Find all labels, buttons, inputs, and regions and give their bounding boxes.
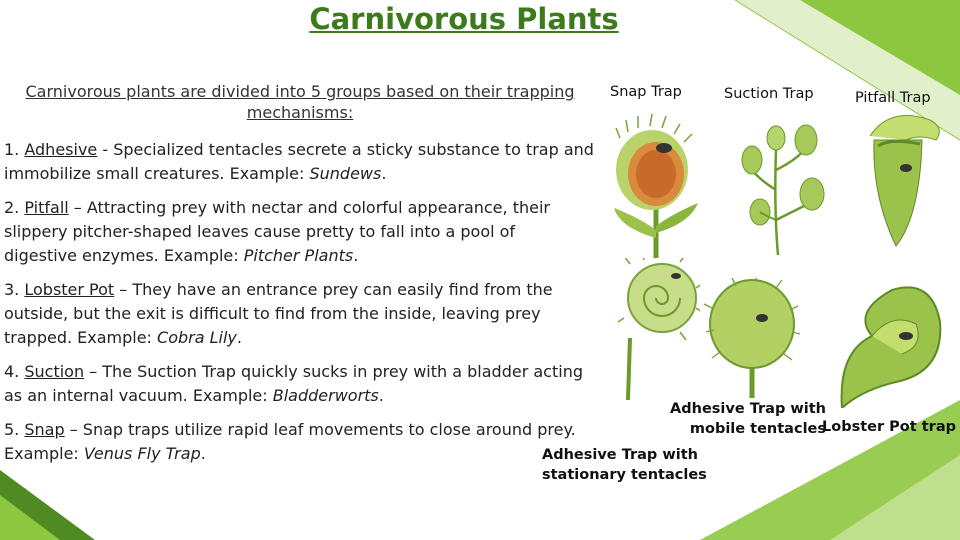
item-end: . bbox=[353, 246, 359, 265]
caption-snap-trap: Snap Trap bbox=[610, 84, 682, 100]
item-separator: – bbox=[64, 420, 83, 439]
caption-suction-trap: Suction Trap bbox=[724, 86, 814, 102]
pitfall-trap-illustration bbox=[850, 106, 950, 256]
item-term: Adhesive bbox=[24, 140, 98, 159]
item-term: Lobster Pot bbox=[24, 280, 115, 299]
item-end: . bbox=[236, 328, 242, 347]
item-example: Pitcher Plants bbox=[243, 246, 354, 265]
snap-trap-illustration bbox=[600, 108, 712, 258]
item-separator: – bbox=[114, 280, 133, 299]
lobster-pot-illustration bbox=[832, 272, 950, 408]
item-number: 5. bbox=[4, 420, 20, 439]
item-example: Cobra Lily bbox=[157, 328, 237, 347]
item-end: . bbox=[378, 386, 384, 405]
item-description: The Suction Trap quickly sucks in prey with a bladder acting as an internal vacuum. Example: bbox=[4, 362, 583, 405]
intro-text: Carnivorous plants are divided into 5 groups based on their trapping mechanisms: bbox=[25, 82, 575, 122]
caption-adhesive-mobile: Adhesive Trap with mobile tentacles bbox=[670, 401, 826, 437]
item-term: Pitfall bbox=[24, 198, 69, 217]
caption-adhesive-stationary: Adhesive Trap with stationary tentacles bbox=[542, 447, 707, 483]
item-example: Sundews bbox=[309, 164, 382, 183]
item-description: Attracting prey with nectar and colorful appearance, their slippery pitcher-shaped leaves cause pretty to fall into a pool of digestive enzymes. Example: bbox=[4, 198, 550, 265]
page-title: Carnivorous Plants bbox=[309, 2, 619, 36]
item-number: 1. bbox=[4, 140, 20, 159]
list-item-lobster-pot bbox=[4, 278, 594, 350]
item-separator: – bbox=[68, 198, 87, 217]
item-example: Venus Fly Trap bbox=[83, 444, 201, 463]
list-item-suction bbox=[4, 360, 604, 408]
item-separator: - bbox=[97, 140, 114, 159]
item-number: 2. bbox=[4, 198, 20, 217]
list-item-snap bbox=[4, 418, 604, 466]
item-end: . bbox=[200, 444, 206, 463]
adhesive-mobile-illustration bbox=[610, 258, 700, 400]
list-item-pitfall bbox=[4, 196, 590, 268]
suction-trap-illustration bbox=[730, 110, 830, 255]
item-example: Bladderworts bbox=[272, 386, 379, 405]
item-description: They have an entrance prey can easily find from the outside, but the exit is difficult to find from the inside, leaving prey trapped. Example: bbox=[4, 280, 553, 347]
item-term: Suction bbox=[24, 362, 85, 381]
caption-lobster-pot: Lobster Pot trap bbox=[822, 419, 956, 435]
item-description: Specialized tentacles secrete a sticky substance to trap and immobilize small creatures. Example: bbox=[4, 140, 594, 183]
item-end: . bbox=[381, 164, 387, 183]
item-description: Snap traps utilize rapid leaf movements to close around prey. Example: bbox=[4, 420, 576, 463]
caption-pitfall-trap: Pitfall Trap bbox=[855, 90, 931, 106]
item-term: Snap bbox=[24, 420, 65, 439]
list-item-adhesive bbox=[4, 138, 604, 186]
item-separator: – bbox=[84, 362, 103, 381]
item-number: 4. bbox=[4, 362, 20, 381]
item-number: 3. bbox=[4, 280, 20, 299]
adhesive-stationary-illustration bbox=[700, 278, 805, 398]
